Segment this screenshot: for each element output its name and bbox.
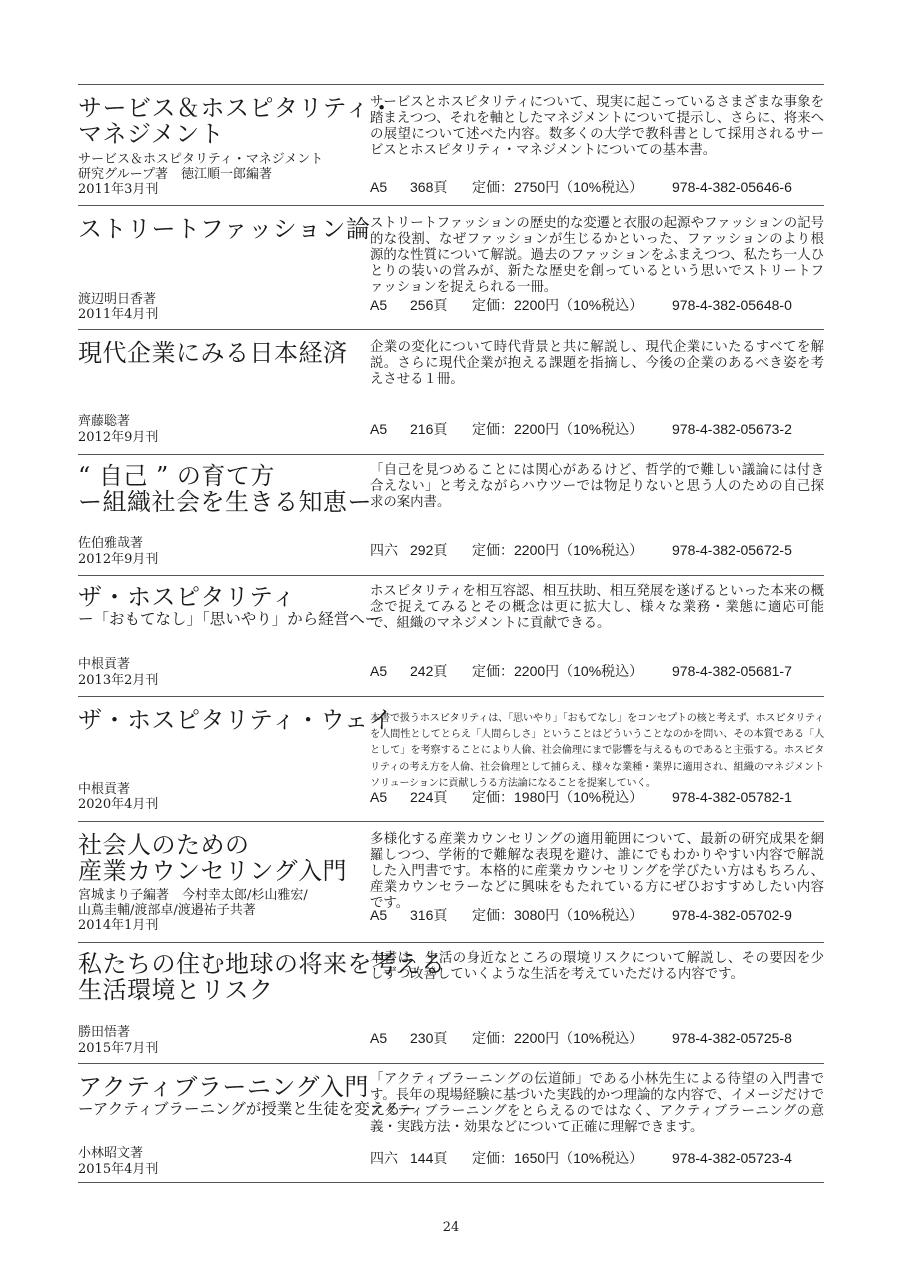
book-title: ストリートファッション論 bbox=[78, 215, 371, 243]
book-pages: 256頁 bbox=[410, 297, 448, 313]
book-entry bbox=[78, 454, 824, 575]
book-pages: 368頁 bbox=[410, 179, 448, 195]
bottom-divider bbox=[78, 1182, 824, 1183]
book-date: 2015年7月刊 bbox=[78, 1041, 159, 1056]
book-isbn: 978-4-382-05725-8 bbox=[672, 1030, 792, 1046]
book-date: 2011年4月刊 bbox=[78, 307, 159, 322]
book-specs bbox=[370, 542, 824, 558]
book-author: 渡辺明日香著 bbox=[78, 292, 157, 307]
book-author: 勝田悟著 bbox=[78, 1025, 131, 1040]
book-price: 定価：2750円（10%税込） bbox=[472, 179, 644, 195]
book-description: ホスピタリティを相互容認、相互扶助、相互発展を遂げるといった本来の概念で捉えてみるとその概念は更に拡大し、様々な業務・業態に適応可能で、組織のマネジメントに貢献できる。 bbox=[370, 584, 824, 631]
book-specs bbox=[370, 663, 824, 679]
book-date: 2013年2月刊 bbox=[78, 673, 159, 688]
book-description: 「アクティブラーニングの伝道師」である小林先生による待望の入門書です。長年の現場経験に基づいた実践的かつ理論的な内容で、イメージだけでアクティブラーニングをとらえるのではなく、アクティブラーニングの意義・実践方法・効果などについて正確に理解できます。 bbox=[370, 1072, 824, 1135]
book-author: 中根貢著 bbox=[78, 782, 131, 797]
book-price: 定価：2200円（10%税込） bbox=[472, 1030, 644, 1046]
book-specs bbox=[370, 179, 824, 195]
book-description: 「自己を見つめることには関心があるけど、哲学的で難しい議論には付き合えない」と考えながらハウツーでは物足りないと思う人のための自己探求の案内書。 bbox=[370, 463, 824, 510]
book-specs bbox=[370, 1150, 824, 1166]
book-author: サービス＆ホスピタリティ・マネジメント 研究グループ著 徳江順一郎編著 bbox=[78, 152, 324, 182]
book-format: A5 bbox=[370, 421, 388, 437]
book-subtitle: ー「おもてなし」「思いやり」から経営へー bbox=[78, 610, 381, 628]
book-pages: 230頁 bbox=[410, 1030, 448, 1046]
book-date: 2020年4月刊 bbox=[78, 797, 159, 812]
book-entry bbox=[78, 942, 824, 1063]
book-description: 本書は、生活の身近なところの環境リスクについて解説し、その要因を少しずつ改善していくような生活を考えていただける内容です。 bbox=[370, 951, 824, 982]
book-title: サービス＆ホスピタリティ・ マネジメント bbox=[78, 94, 395, 148]
book-format: 四六 bbox=[370, 1150, 398, 1166]
book-entry bbox=[78, 575, 824, 696]
book-isbn: 978-4-382-05672-5 bbox=[672, 542, 792, 558]
book-price: 定価：2200円（10%税込） bbox=[472, 297, 644, 313]
book-date: 2012年9月刊 bbox=[78, 552, 159, 567]
page-number: 24 bbox=[442, 1220, 460, 1235]
book-title: ザ・ホスピタリティ bbox=[78, 583, 297, 611]
book-price: 定価：2200円（10%税込） bbox=[472, 663, 644, 679]
book-format: A5 bbox=[370, 789, 388, 805]
book-description: 本書で扱うホスピタリティは、「思いやり」「おもてなし」をコンセプトの核と考えず、ホスピタリティを人間性としてとらえ「人間らしさ」ということはどういうことなのかを問い、その本質である「人として」を考察することにより人倫、社会倫理にまで影響を与えるものであると主張する。ホスピタリティの考え方を人倫、社会倫理として捕らえ、様々な業種・業界に適用され、組織のマネジメントソリューションに貢献しうる方法論になることを提案していく。 bbox=[370, 713, 824, 789]
book-description: ストリートファッションの歴史的な変遷と衣服の起源やファッションの記号的な役割、なぜファッションが生じるかといった、ファッションのより根源的な性質について解説。過去のファッションをふまえつつ、私たち一人ひとりの装いの営みが、新たな歴史を創っているという思いでストリートファッションを捉えられる一冊。 bbox=[370, 216, 824, 295]
catalog-page bbox=[78, 84, 824, 1199]
book-entry bbox=[78, 84, 824, 205]
book-entry bbox=[78, 205, 824, 329]
book-isbn: 978-4-382-05723-4 bbox=[672, 1150, 792, 1166]
book-date: 2014年1月刊 bbox=[78, 918, 159, 933]
book-entry bbox=[78, 329, 824, 454]
book-price: 定価：3080円（10%税込） bbox=[472, 907, 644, 923]
book-title: 現代企業にみる日本経済 bbox=[78, 339, 348, 367]
book-format: A5 bbox=[370, 907, 388, 923]
book-format: A5 bbox=[370, 297, 388, 313]
book-specs bbox=[370, 789, 824, 805]
book-title: アクティブラーニング入門 bbox=[78, 1073, 369, 1101]
book-format: A5 bbox=[370, 663, 388, 679]
book-author: 齊藤聡著 bbox=[78, 414, 131, 429]
book-author: 中根貢著 bbox=[78, 657, 131, 672]
book-author: 小林昭文著 bbox=[78, 1146, 144, 1161]
book-format: 四六 bbox=[370, 542, 398, 558]
book-pages: 242頁 bbox=[410, 663, 448, 679]
book-pages: 316頁 bbox=[410, 907, 448, 923]
book-description: 企業の変化について時代背景と共に解説し、現代企業にいたるすべてを解説。さらに現代企業が抱える課題を指摘し、今後の企業のあるべき姿を考えさせる１冊。 bbox=[370, 340, 824, 387]
book-price: 定価：2200円（10%税込） bbox=[472, 421, 644, 437]
book-date: 2011年3月刊 bbox=[78, 182, 159, 197]
book-isbn: 978-4-382-05648-0 bbox=[672, 297, 792, 313]
book-title: “ 自己 ” の育て方 ー組織社会を生きる知恵ー bbox=[78, 462, 372, 516]
book-isbn: 978-4-382-05646-6 bbox=[672, 179, 792, 195]
book-format: A5 bbox=[370, 1030, 388, 1046]
book-description: 多様化する産業カウンセリングの適用範囲について、最新の研究成果を網羅しつつ、学術的で難解な表現を避け、誰にでもわかりやすい内容で解説した入門書です。本格的に産業カウンセリングを学びたい方はもちろん、産業カウンセラーなどに興味をもたれている方にぜひおすすめしたい内容です。 bbox=[370, 832, 824, 911]
book-title: 社会人のための 産業カウンセリング入門 bbox=[78, 831, 348, 885]
book-price: 定価：2200円（10%税込） bbox=[472, 542, 644, 558]
book-author: 佐伯雅哉著 bbox=[78, 536, 144, 551]
book-isbn: 978-4-382-05681-7 bbox=[672, 663, 792, 679]
book-subtitle: ーアクティブラーニングが授業と生徒を変えるー bbox=[78, 1100, 417, 1118]
book-entry bbox=[78, 696, 824, 821]
book-pages: 144頁 bbox=[410, 1150, 448, 1166]
book-price: 定価：1650円（10%税込） bbox=[472, 1150, 644, 1166]
book-format: A5 bbox=[370, 179, 388, 195]
book-isbn: 978-4-382-05673-2 bbox=[672, 421, 792, 437]
book-title: ザ・ホスピタリティ・ウェイ bbox=[78, 706, 394, 734]
book-pages: 292頁 bbox=[410, 542, 448, 558]
book-specs bbox=[370, 1030, 824, 1046]
book-author: 宮城まり子編著 今村幸太郎/杉山雅宏/ 山蔦圭輔/渡部卓/渡邉祐子共著 bbox=[78, 888, 308, 918]
book-price: 定価：1980円（10%税込） bbox=[472, 789, 644, 805]
book-pages: 216頁 bbox=[410, 421, 448, 437]
book-title: 私たちの住む地球の将来を考える 生活環境とリスク bbox=[78, 950, 446, 1004]
book-specs bbox=[370, 297, 824, 313]
book-entry bbox=[78, 821, 824, 942]
book-isbn: 978-4-382-05782-1 bbox=[672, 789, 792, 805]
book-specs bbox=[370, 907, 824, 923]
book-entry bbox=[78, 1063, 824, 1199]
book-isbn: 978-4-382-05702-9 bbox=[672, 907, 792, 923]
book-pages: 224頁 bbox=[410, 789, 448, 805]
book-specs bbox=[370, 421, 824, 437]
book-description: サービスとホスピタリティについて、現実に起こっているさまざまな事象を踏まえつつ、それを軸としたマネジメントについて提示し、さらに、将来への展望について述べた内容。数多くの大学で教科書として採用されるサービスとホスピタリティ・マネジメントについての基本書。 bbox=[370, 95, 824, 158]
book-date: 2015年4月刊 bbox=[78, 1162, 159, 1177]
book-date: 2012年9月刊 bbox=[78, 430, 159, 445]
